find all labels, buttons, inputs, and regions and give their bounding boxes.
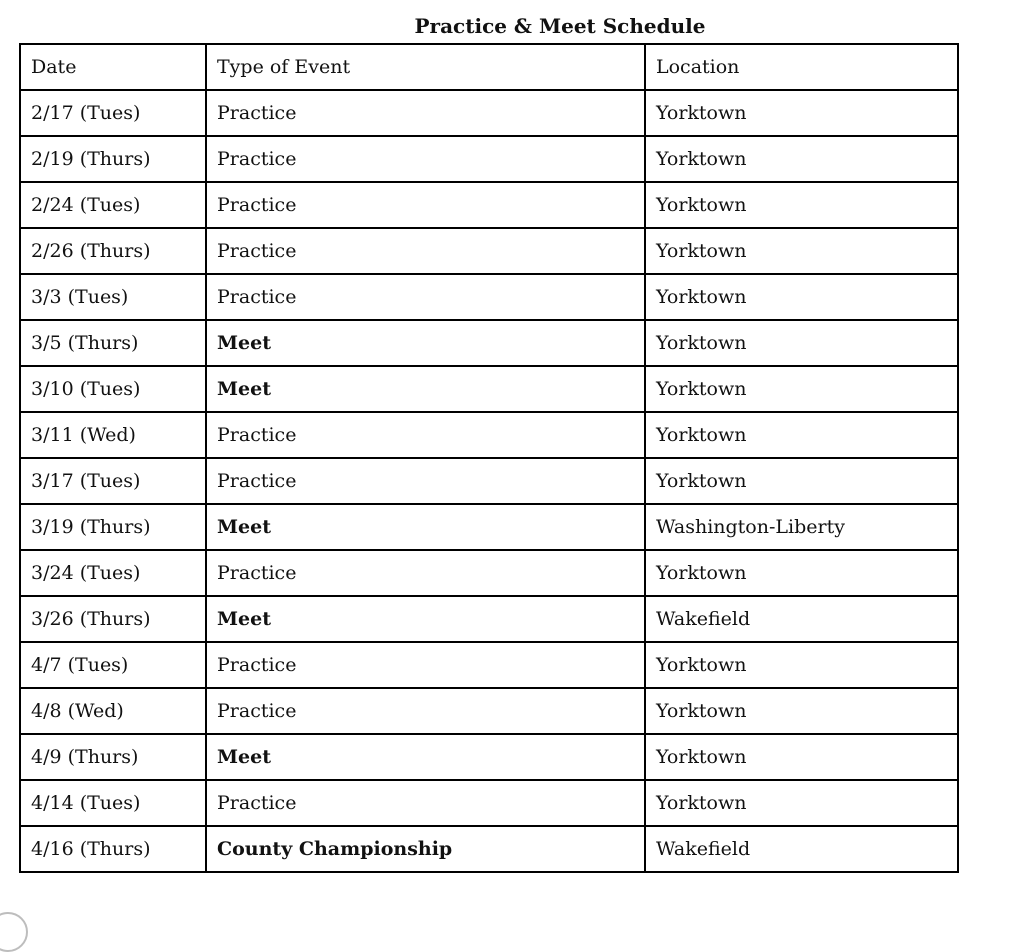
table-row (20, 780, 958, 826)
cell-location: Yorktown (645, 366, 958, 412)
cell-date: 4/16 (Thurs) (20, 826, 206, 872)
cell-location: Yorktown (645, 320, 958, 366)
cell-location: Yorktown (645, 688, 958, 734)
cell-event-type: County Championship (206, 826, 645, 872)
cell-event-type: Practice (206, 780, 645, 826)
table-row (20, 136, 958, 182)
cell-location: Yorktown (645, 412, 958, 458)
cell-event-type: Practice (206, 642, 645, 688)
cell-date: 2/19 (Thurs) (20, 136, 206, 182)
cell-event-type: Meet (206, 596, 645, 642)
cell-location: Yorktown (645, 182, 958, 228)
cell-location: Yorktown (645, 228, 958, 274)
cell-location: Yorktown (645, 90, 958, 136)
cell-event-type: Meet (206, 366, 645, 412)
cell-event-type: Practice (206, 458, 645, 504)
table-row (20, 458, 958, 504)
table-row (20, 596, 958, 642)
column-header-type: Type of Event (206, 44, 645, 90)
cell-location: Yorktown (645, 274, 958, 320)
cell-date: 2/17 (Tues) (20, 90, 206, 136)
cell-date: 2/24 (Tues) (20, 182, 206, 228)
cell-date: 3/17 (Tues) (20, 458, 206, 504)
cell-date: 3/10 (Tues) (20, 366, 206, 412)
cell-event-type: Practice (206, 550, 645, 596)
cell-location: Yorktown (645, 734, 958, 780)
table-row (20, 320, 958, 366)
table-row (20, 642, 958, 688)
cell-event-type: Meet (206, 320, 645, 366)
cell-date: 3/19 (Thurs) (20, 504, 206, 550)
cell-event-type: Practice (206, 688, 645, 734)
cell-date: 2/26 (Thurs) (20, 228, 206, 274)
cell-event-type: Practice (206, 412, 645, 458)
cell-date: 4/7 (Tues) (20, 642, 206, 688)
cell-location: Yorktown (645, 458, 958, 504)
cell-location: Yorktown (645, 550, 958, 596)
cell-date: 3/11 (Wed) (20, 412, 206, 458)
cell-date: 3/3 (Tues) (20, 274, 206, 320)
column-header-date: Date (20, 44, 206, 90)
cell-date: 3/24 (Tues) (20, 550, 206, 596)
schedule-rows (20, 90, 958, 872)
column-header-location: Location (645, 44, 958, 90)
cell-location: Washington-Liberty (645, 504, 958, 550)
cell-date: 4/14 (Tues) (20, 780, 206, 826)
table-header-row (20, 44, 958, 90)
cell-date: 3/5 (Thurs) (20, 320, 206, 366)
table-row (20, 688, 958, 734)
corner-loader-icon (0, 912, 28, 952)
table-row (20, 274, 958, 320)
table-row (20, 734, 958, 780)
table-row (20, 182, 958, 228)
cell-event-type: Practice (206, 274, 645, 320)
table-row (20, 366, 958, 412)
cell-event-type: Practice (206, 90, 645, 136)
cell-event-type: Meet (206, 734, 645, 780)
table-row (20, 504, 958, 550)
cell-event-type: Practice (206, 228, 645, 274)
cell-date: 4/8 (Wed) (20, 688, 206, 734)
cell-event-type: Practice (206, 136, 645, 182)
cell-location: Wakefield (645, 826, 958, 872)
table-row (20, 228, 958, 274)
table-row (20, 412, 958, 458)
cell-date: 3/26 (Thurs) (20, 596, 206, 642)
cell-location: Yorktown (645, 780, 958, 826)
table-row (20, 826, 958, 872)
table-row (20, 550, 958, 596)
cell-location: Yorktown (645, 642, 958, 688)
cell-event-type: Meet (206, 504, 645, 550)
cell-location: Wakefield (645, 596, 958, 642)
cell-date: 4/9 (Thurs) (20, 734, 206, 780)
cell-event-type: Practice (206, 182, 645, 228)
schedule-table (19, 43, 959, 873)
cell-location: Yorktown (645, 136, 958, 182)
table-row (20, 90, 958, 136)
page-title: Practice & Meet Schedule (414, 14, 706, 38)
